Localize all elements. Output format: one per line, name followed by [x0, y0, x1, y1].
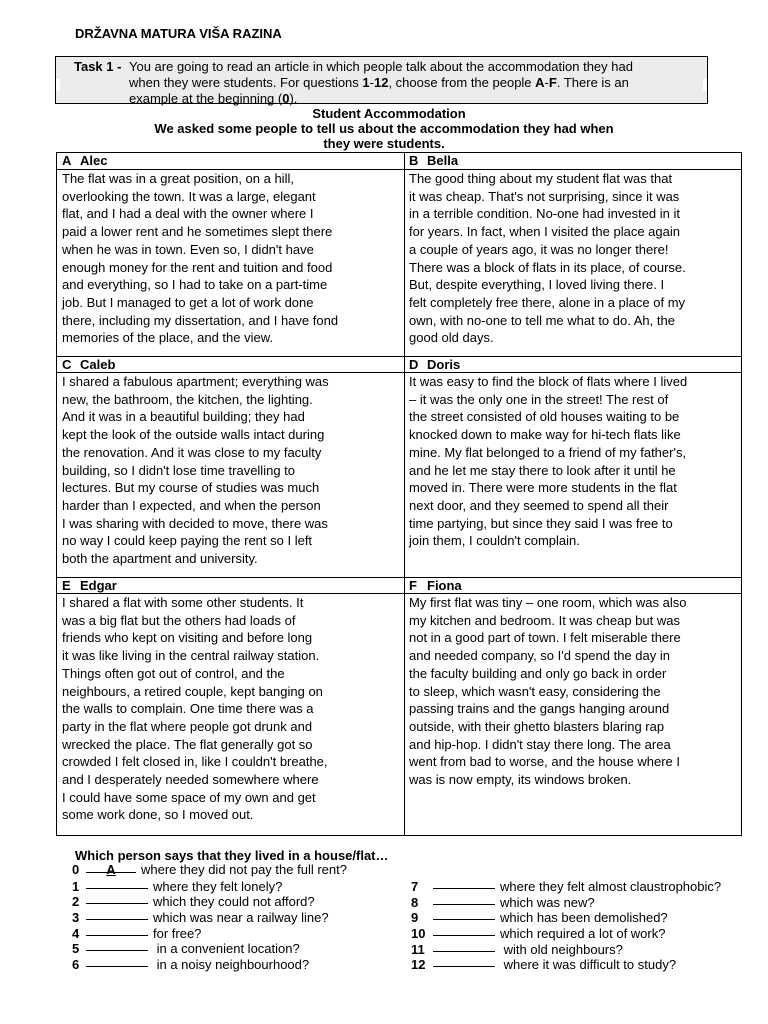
question-text: where they felt almost claustrophobic?	[500, 879, 722, 894]
text-line: was is now empty, its windows broken.	[409, 772, 632, 788]
text-line: the renovation. And it was close to my faculty	[62, 444, 322, 460]
answer-blank[interactable]	[86, 907, 148, 920]
question-text: for free?	[153, 925, 202, 941]
question-text: which they could not afford?	[153, 894, 315, 910]
text-line: My first flat was tiny – one room, which was also	[409, 595, 687, 610]
question-number: 3	[72, 910, 80, 926]
text-line: wrecked the place. The flat generally got so	[62, 736, 313, 752]
question-number: 9	[411, 910, 419, 926]
text-line: next door, and they seemed to spend all their	[409, 497, 669, 513]
text-line: own, with no-one to tell me what to do. Ah, the	[409, 312, 675, 328]
person-heading-f: F Fiona	[409, 578, 462, 593]
article-title: Student Accommodation	[312, 106, 466, 121]
text-line: The flat was in a great position, on a hill,	[62, 171, 294, 186]
article-title-block	[0, 106, 768, 151]
text-line: the walls to complain. One time there was a	[62, 701, 314, 717]
table-divider-vertical	[404, 153, 405, 835]
text-line: passing trains and the gangs hanging around	[409, 701, 670, 717]
person-text-f	[409, 594, 686, 789]
text-line: not in a good part of town. I felt miserable there	[409, 630, 681, 646]
text-line: time partying, but since they said I was free to	[409, 515, 673, 531]
text-line: There was a block of flats in its place, of course.	[409, 259, 686, 275]
question-number: 12	[411, 957, 426, 973]
person-text-d	[409, 373, 687, 550]
person-text-b	[409, 170, 686, 347]
text-line: But, despite everything, I loved living there. I	[409, 277, 665, 293]
text-line: a couple of years ago, it was no longer there!	[409, 241, 669, 257]
question-text: in a convenient location?	[153, 941, 300, 957]
text-line: I shared a flat with some other students. It	[62, 595, 304, 610]
answer-blank[interactable]	[433, 954, 495, 967]
question-number: 10	[411, 926, 426, 942]
question-12	[411, 956, 721, 972]
text-line: flat, and I had a deal with the owner where I	[62, 206, 314, 222]
text-line: in a terrible condition. No-one had invested in it	[409, 206, 680, 222]
table-rule	[57, 356, 741, 357]
task-label: Task 1 -	[74, 59, 122, 74]
answer-blank[interactable]	[433, 939, 495, 952]
answer-blank[interactable]	[433, 907, 495, 920]
text-line: – it was the only one in the street! The rest of	[409, 391, 669, 407]
text-line: overlooking the town. It was a large, elegant	[62, 188, 316, 204]
person-heading-e: E Edgar	[62, 578, 117, 593]
text-line: enough money for the rent and tuition and food	[62, 259, 333, 275]
task-text	[129, 59, 699, 107]
text-line: job. But I managed to get a lot of work done	[62, 294, 314, 310]
task-instructions-box	[55, 56, 708, 104]
text-line: party in the flat where people got drunk and	[62, 718, 313, 734]
text-line: knocked down to make way for hi-tech flats like	[409, 427, 681, 443]
answer-blank[interactable]	[86, 923, 148, 936]
text-line: some work done, so I moved out.	[62, 807, 254, 823]
question-number: 8	[411, 894, 419, 910]
question-text: which required a lot of work?	[500, 926, 666, 942]
box-tick-left	[56, 79, 60, 91]
answer-blank[interactable]	[86, 954, 148, 967]
person-heading-b: B Bella	[409, 153, 459, 168]
text-line: neighbours, a retired couple, kept banging on	[62, 683, 323, 699]
text-line: crowded I felt closed in, like I couldn't breathe,	[62, 754, 328, 770]
text-line: I shared a fabulous apartment; everything was	[62, 374, 329, 389]
text-line: It was easy to find the block of flats where I lived	[409, 374, 688, 389]
answer-blank[interactable]	[433, 876, 495, 889]
text-line: lectures. But my course of studies was much	[62, 480, 320, 496]
people-table	[56, 152, 742, 836]
text-line: no way I could keep paying the rent so I left	[62, 533, 313, 549]
text-line: memories of the place, and the view.	[62, 330, 274, 346]
text-line: felt completely free there, alone in a place of my	[409, 294, 686, 310]
page-header: DRŽAVNA MATURA VIŠA RAZINA	[75, 26, 282, 41]
text-line: paid a lower rent and he sometimes slept there	[62, 224, 333, 240]
person-text-a	[62, 170, 338, 347]
text-line: and everything, so I had to take on a part-time	[62, 277, 328, 293]
text-line: the faculty building and only go back in order	[409, 665, 667, 681]
person-text-c	[62, 373, 329, 568]
text-line: went from bad to worse, and the house where I	[409, 754, 680, 770]
answer-blank[interactable]	[86, 876, 148, 889]
person-heading-d: D Doris	[409, 357, 461, 372]
question-example: 0 A where they did not pay the full rent?	[72, 862, 347, 877]
question-text: with old neighbours?	[500, 941, 623, 957]
question-text: where they felt lonely?	[153, 878, 283, 894]
text-line: and he let me stay there to look after it until he	[409, 462, 676, 478]
question-text: where it was difficult to study?	[500, 957, 677, 973]
text-line: Things often got out of control, and the	[62, 665, 285, 681]
box-tick-right	[703, 79, 707, 91]
question-text: which was new?	[500, 894, 595, 910]
question-text: which was near a railway line?	[153, 910, 329, 926]
article-subtitle-line-2: they were students.	[323, 136, 445, 151]
text-line: harder than I expected, and when the person	[62, 497, 321, 513]
text-line: both the apartment and university.	[62, 551, 258, 567]
text-line: it was cheap. That's not surprising, since it was	[409, 188, 680, 204]
questions-left-column	[72, 862, 347, 972]
question-number: 1	[72, 878, 80, 894]
answer-blank-example: A	[86, 860, 136, 873]
questions-right-column	[411, 878, 721, 972]
questions-title: Which person says that they lived in a house/flat…	[75, 848, 389, 863]
answer-blank[interactable]	[86, 891, 148, 904]
text-line: and I desperately needed somewhere where	[62, 772, 319, 788]
question-text: in a noisy neighbourhood?	[153, 957, 310, 973]
person-text-e	[62, 594, 328, 824]
text-line: I was sharing with decided to move, there was	[62, 515, 328, 531]
person-heading-c: C Caleb	[62, 357, 116, 372]
text-line: my kitchen and bedroom. It was cheap but was	[409, 612, 680, 628]
text-line: the street consisted of old houses waiting to be	[409, 409, 680, 425]
text-line: outside, with their ghetto blasters blaring rap	[409, 718, 665, 734]
text-line: building, so I didn't lose time travelling to	[62, 462, 295, 478]
text-line: new, the bathroom, the kitchen, the lighting.	[62, 391, 313, 407]
answer-blank[interactable]	[433, 892, 495, 905]
text-line: there, including my dissertation, and I have fond	[62, 312, 339, 328]
text-line: it was like living in the central railway station.	[62, 648, 320, 664]
text-line: for years. In fact, when I visited the place again	[409, 224, 680, 240]
text-line: when he was in town. Even so, I didn't have	[62, 241, 314, 257]
question-number: 6	[72, 957, 80, 973]
text-line: was a big flat but the others had loads of	[62, 612, 296, 628]
text-line: friends who kept on visiting and before long	[62, 630, 313, 646]
text-line: good old days.	[409, 330, 494, 346]
question-text: which has been demolished?	[500, 910, 668, 926]
text-line: kept the look of the outside walls intact during	[62, 427, 325, 443]
answer-blank[interactable]	[433, 923, 495, 936]
text-line: mine. My flat belonged to a friend of my father's,	[409, 444, 687, 460]
text-line: and needed company, so I'd spend the day in	[409, 648, 670, 664]
text-line: I could have some space of my own and get	[62, 789, 316, 805]
task-line-2: when they were students. For questions 1-12, choose from the people A-F. There is an	[129, 75, 629, 90]
answer-blank[interactable]	[86, 938, 148, 951]
text-line: moved in. There were more students in the flat	[409, 480, 677, 496]
question-number: 4	[72, 925, 80, 941]
text-line: to sleep, which wasn't easy, considering the	[409, 683, 661, 699]
text-line: and hip-hop. I didn't stay there long. The area	[409, 736, 671, 752]
text-line: join them, I couldn't complain.	[409, 533, 580, 549]
text-line: And it was in a beautiful building; they had	[62, 409, 305, 425]
task-line-3: example at the beginning (0).	[129, 91, 298, 106]
question-6	[72, 956, 347, 972]
table-rule	[57, 577, 741, 578]
text-line: The good thing about my student flat was that	[409, 171, 673, 186]
question-number: 5	[72, 941, 80, 957]
question-number: 2	[72, 894, 80, 910]
article-subtitle-line-1: We asked some people to tell us about the accommodation they had when	[154, 121, 614, 136]
task-line-1: You are going to read an article in which people talk about the accommodation they had	[129, 59, 633, 74]
question-number: 11	[411, 941, 425, 957]
person-heading-a: A Alec	[62, 153, 108, 168]
question-number: 7	[411, 879, 419, 894]
